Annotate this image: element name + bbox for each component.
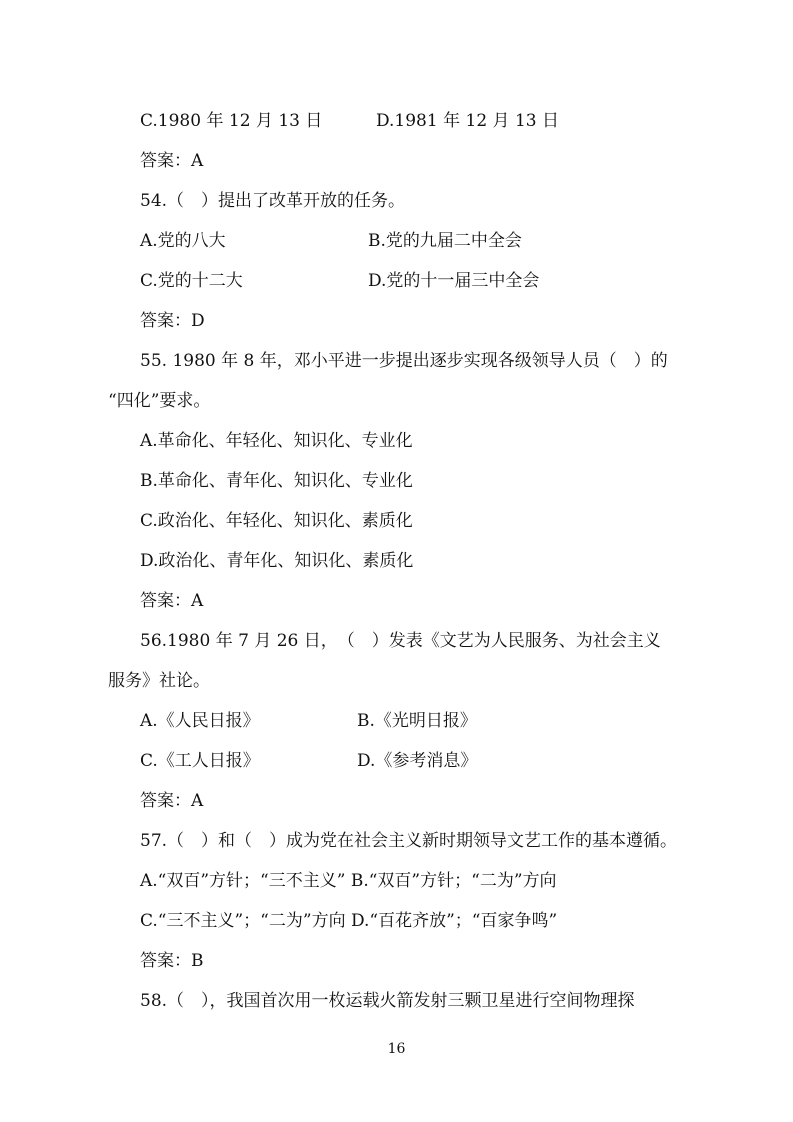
q55-option-d: D.政治化、青年化、知识化、素质化 bbox=[140, 551, 414, 571]
q56-option-a: A.《人民日报》 bbox=[140, 711, 260, 731]
q55-answer: 答案：A bbox=[140, 591, 204, 611]
q57-options-line2: C.“三不主义”；“二为”方向 D.“百花齐放”；“百家争鸣” bbox=[140, 911, 558, 931]
q57-options-line1: A.“双百”方针；“三不主义” B.“双百”方针；“二为”方向 bbox=[140, 871, 557, 891]
q55-option-c: C.政治化、年轻化、知识化、素质化 bbox=[140, 511, 413, 531]
q53-option-c: C.1980 年 12 月 13 日 bbox=[140, 111, 323, 131]
q56-answer: 答案：A bbox=[140, 791, 204, 811]
q56-option-b: B.《光明日报》 bbox=[357, 711, 477, 731]
q53-answer: 答案：A bbox=[140, 151, 204, 171]
q55-option-a: A.革命化、年轻化、知识化、专业化 bbox=[140, 431, 413, 451]
q55-stem-line2: “四化”要求。 bbox=[108, 391, 211, 411]
q54-option-d: D.党的十一届三中全会 bbox=[368, 271, 540, 291]
q55-stem-line1: 55. 1980 年 8 年，邓小平进一步提出逐步实现各级领导人员（ ）的 bbox=[140, 351, 668, 371]
q53-option-d: D.1981 年 12 月 13 日 bbox=[376, 111, 559, 131]
q54-stem: 54.（ ）提出了改革开放的任务。 bbox=[140, 191, 406, 211]
q56-stem-line2: 服务》社论。 bbox=[108, 671, 210, 691]
page-number: 16 bbox=[387, 1041, 406, 1057]
q57-answer: 答案：B bbox=[140, 951, 204, 971]
q54-option-a: A.党的八大 bbox=[140, 231, 226, 251]
q56-option-d: D.《参考消息》 bbox=[357, 751, 478, 771]
q55-option-b: B.革命化、青年化、知识化、专业化 bbox=[140, 471, 413, 491]
q56-option-c: C.《工人日报》 bbox=[140, 751, 260, 771]
q54-option-c: C.党的十二大 bbox=[140, 271, 243, 291]
q57-stem: 57.（ ）和（ ）成为党在社会主义新时期领导文艺工作的基本遵循。 bbox=[140, 831, 678, 851]
q58-stem: 58.（ ），我国首次用一枚运载火箭发射三颗卫星进行空间物理探 bbox=[140, 991, 635, 1011]
q54-option-b: B.党的九届二中全会 bbox=[368, 231, 522, 251]
q54-answer: 答案：D bbox=[140, 311, 205, 331]
q56-stem-line1: 56.1980 年 7 月 26 日， （ ）发表《文艺为人民服务、为社会主义 bbox=[140, 631, 661, 651]
